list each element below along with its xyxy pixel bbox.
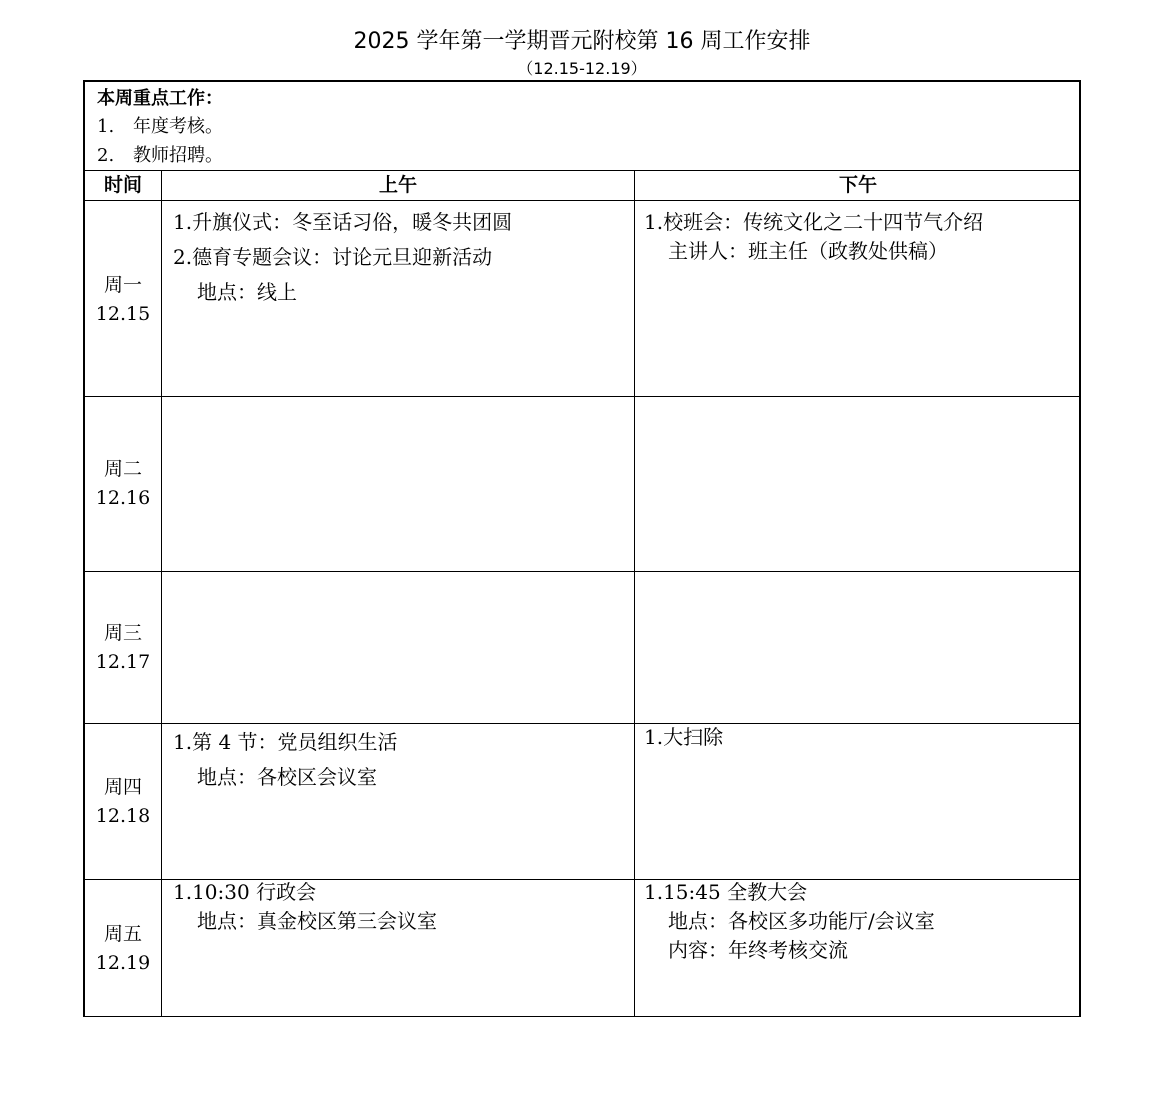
- morning-cell-monday: [173, 208, 512, 307]
- schedule-line: 地点：真金校区第三会议室: [197, 909, 437, 933]
- day-cell-wednesday: [85, 572, 161, 723]
- schedule-line: 1.15:45 全教大会: [644, 880, 808, 904]
- schedule-line: 地点：各校区会议室: [197, 765, 377, 789]
- header-time: 时间: [103, 174, 142, 196]
- day-name: 周三: [103, 621, 142, 644]
- focus-item: [97, 141, 1079, 170]
- day-cell-thursday: [85, 724, 161, 879]
- column-divider: [634, 171, 635, 1016]
- day-name: 周四: [103, 775, 142, 798]
- schedule-line: 1.第 4 节：党员组织生活: [173, 730, 398, 754]
- document-title: 2025 学年第一学期晋元附校第 16 周工作安排: [353, 29, 811, 54]
- morning-cell-thursday: [173, 728, 398, 792]
- afternoon-cell-friday: [644, 878, 935, 965]
- focus-section: [85, 82, 1079, 171]
- day-cell-monday: [85, 203, 161, 396]
- schedule-table: [83, 80, 1081, 1017]
- afternoon-cell-monday: [644, 208, 983, 266]
- focus-item-number: 1.: [97, 116, 115, 137]
- schedule-line: 1.升旗仪式：冬至话习俗，暖冬共团圆: [173, 210, 513, 234]
- schedule-line: 1.10:30 行政会: [173, 880, 317, 904]
- header-divider: [85, 200, 1079, 203]
- schedule-line: 1.校班会：传统文化之二十四节气介绍: [644, 210, 984, 234]
- header-morning: 上午: [378, 174, 417, 196]
- schedule-line: 内容：年终考核交流: [668, 938, 848, 962]
- day-date: 12.17: [95, 650, 151, 673]
- schedule-line: 主讲人：班主任（政教处供稿）: [668, 239, 948, 263]
- day-date: 12.16: [95, 487, 151, 509]
- column-divider: [161, 171, 162, 1016]
- focus-item: [97, 112, 1079, 141]
- day-cell-friday: [85, 880, 161, 1017]
- day-date: 12.18: [95, 804, 151, 827]
- focus-item-text: 年度考核。: [133, 116, 223, 137]
- row-divider: [85, 571, 1079, 572]
- schedule-line: 2.德育专题会议：讨论元旦迎新活动: [173, 245, 493, 269]
- focus-item-text: 教师招聘。: [133, 145, 223, 166]
- date-range: （12.15-12.19）: [517, 59, 647, 78]
- schedule-line: 1.大扫除: [644, 725, 724, 749]
- day-cell-tuesday: [85, 397, 161, 571]
- focus-heading: 本周重点工作：: [97, 88, 223, 109]
- schedule-line: 地点：各校区多功能厅/会议室: [668, 909, 935, 933]
- header-afternoon: 下午: [838, 174, 877, 196]
- day-name: 周五: [103, 922, 142, 945]
- afternoon-cell-thursday: [644, 723, 723, 752]
- day-date: 12.19: [95, 951, 151, 974]
- row-divider: [85, 723, 1079, 724]
- day-name: 周一: [103, 273, 142, 296]
- row-divider: [85, 396, 1079, 397]
- day-date: 12.15: [95, 302, 151, 325]
- focus-item-number: 2.: [97, 145, 115, 166]
- day-name: 周二: [103, 458, 142, 480]
- schedule-line: 地点：线上: [197, 280, 297, 304]
- morning-cell-friday: [173, 878, 437, 936]
